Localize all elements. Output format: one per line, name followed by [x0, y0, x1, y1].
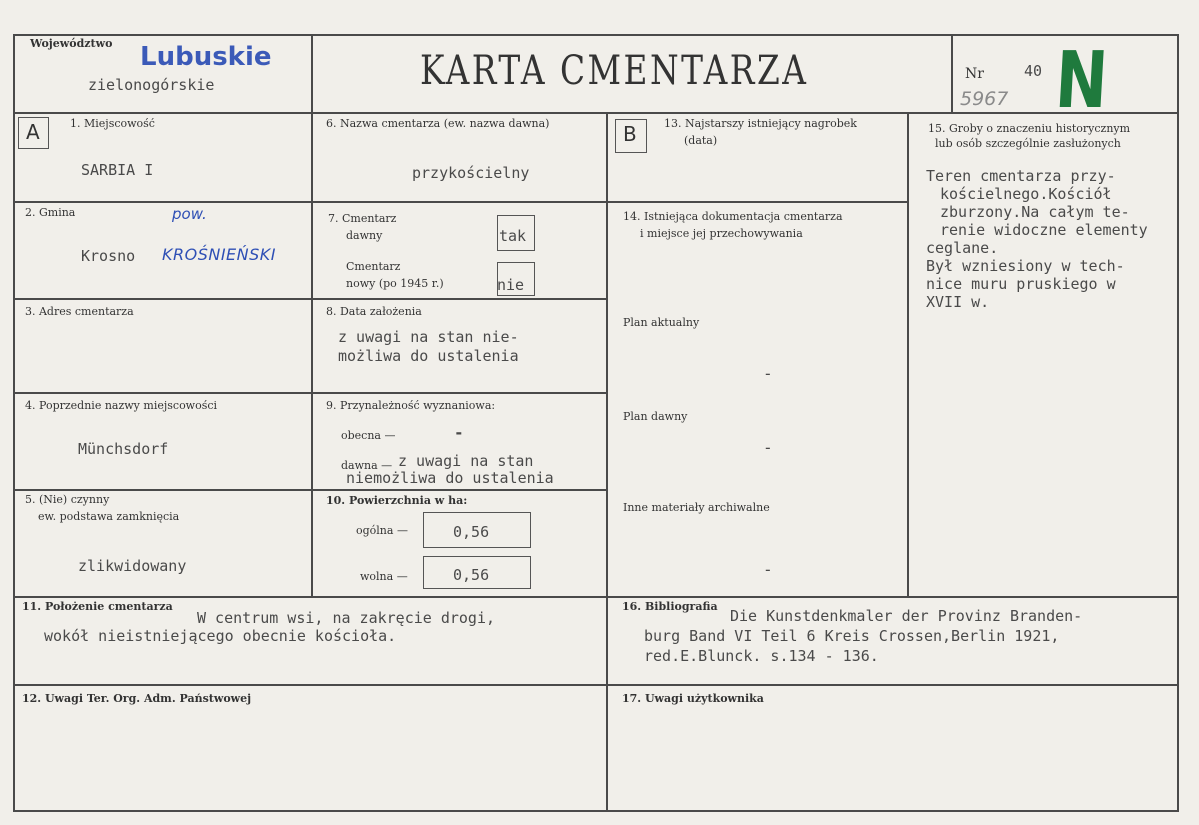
field-8-label: 8. Data założenia [326, 305, 422, 318]
text-line: Był wzniesiony w tech- [926, 257, 1125, 275]
field-7-nowy: Cmentarz [346, 260, 401, 273]
plan-dawny-label: Plan dawny [623, 410, 688, 423]
field-10-ogolna: ogólna — [356, 524, 408, 537]
text-line: Teren cmentarza przy- [926, 167, 1116, 185]
field-9-dawna: dawna — [341, 459, 393, 472]
frame-bottom [13, 810, 1179, 812]
field-9-label: 9. Przynależność wyznaniowa: [326, 399, 496, 412]
field-6-label: 6. Nazwa cmentarza (ew. nazwa dawna) [326, 117, 550, 130]
field-16-label: 16. Bibliografia [622, 600, 718, 613]
field-7-dawny-value: tak [499, 227, 527, 245]
field-5-value: zlikwidowany [78, 557, 187, 575]
divider [907, 112, 909, 598]
field-3-label: 3. Adres cmentarza [25, 305, 134, 318]
page-title: KARTA CMENTARZA [420, 48, 809, 94]
field-9-dawna-value-2: niemożliwa do ustalenia [346, 469, 554, 487]
field-16-value-1: Die Kunstdenkmaler der Provinz Branden- [730, 607, 1083, 625]
field-11-value-2: wokół nieistniejącego obecnie kościoła. [44, 627, 397, 645]
frame-right [1177, 34, 1179, 812]
field-10-wolna: wolna — [360, 570, 408, 583]
divider [13, 596, 1179, 598]
field-4-value: Münchsdorf [78, 440, 169, 458]
field-5-label: 5. (Nie) czynny [25, 493, 110, 506]
field-1-label: 1. Miejscowość [70, 117, 155, 130]
field-13-sublabel: (data) [684, 134, 718, 147]
plan-dawny-value: - [763, 438, 773, 457]
field-7-nowy-value: nie [497, 276, 525, 294]
field-8-value-2: możliwa do ustalenia [338, 347, 519, 365]
field-14-label: 14. Istniejąca dokumentacja cmentarza [623, 210, 843, 223]
field-9-obecna-value: - [454, 423, 464, 442]
text-line: XVII w. [926, 293, 990, 311]
field-9-obecna: obecna — [341, 429, 396, 442]
field-13-label: 13. Najstarszy istniejący nagrobek [664, 117, 857, 130]
field-9-dawna-value-1: z uwagi na stan [398, 452, 534, 470]
field-15-text [926, 167, 1148, 311]
field-2-value: Krosno [81, 247, 136, 265]
divider [606, 112, 608, 810]
text-line: zburzony.Na całym te- [940, 203, 1130, 221]
nr-label: Nr [965, 66, 984, 82]
field-15-label: 15. Groby o znaczeniu historycznym [928, 122, 1131, 135]
field-10-wolna-value: 0,56 [453, 566, 490, 584]
divider [13, 298, 608, 300]
field-10-ogolna-value: 0,56 [453, 523, 490, 541]
frame-left [13, 34, 15, 812]
divider [13, 392, 608, 394]
divider [951, 34, 953, 112]
inne-materialy-value: - [763, 560, 773, 579]
field-6-value: przykościelny [412, 164, 530, 182]
divider [13, 201, 608, 203]
field-11-label: 11. Położenie cmentarza [22, 600, 173, 613]
divider [606, 201, 909, 203]
text-line: kościelnego.Kościół [940, 185, 1112, 203]
nr-value: 40 [1024, 62, 1043, 80]
field-17-label: 17. Uwagi użytkownika [622, 692, 764, 705]
wojewodztwo-old: zielonogórskie [88, 76, 215, 94]
text-line: ceglane. [926, 239, 999, 257]
category-mark: N [1052, 36, 1111, 126]
field-5-sublabel: ew. podstawa zamknięcia [38, 510, 180, 523]
field-2-hand-top: pow. [172, 205, 207, 223]
frame-top [13, 34, 1179, 36]
field-2-label: 2. Gmina [25, 206, 76, 219]
field-1-value: SARBIA I [81, 161, 154, 179]
field-16-value-3: red.E.Blunck. s.134 - 136. [644, 647, 879, 665]
field-7-label: 7. Cmentarz [328, 212, 397, 225]
field-12-label: 12. Uwagi Ter. Org. Adm. Państwowej [22, 692, 252, 705]
section-b-letter: B [623, 122, 637, 146]
field-11-value-1: W centrum wsi, na zakręcie drogi, [197, 609, 496, 627]
plan-aktualny-value: - [763, 364, 773, 383]
field-7-nowy-desc: nowy (po 1945 r.) [346, 277, 444, 290]
field-7-dawny: dawny [346, 229, 383, 242]
section-a-letter: A [26, 120, 40, 144]
divider [311, 34, 313, 598]
text-line: nice muru pruskiego w [926, 275, 1116, 293]
field-10-label: 10. Powierzchnia w ha: [326, 494, 468, 507]
field-15-sublabel: lub osób szczególnie zasłużonych [935, 137, 1121, 150]
wojewodztwo-label: Województwo [30, 37, 113, 50]
text-line: renie widoczne elementy [940, 221, 1148, 239]
field-14-sublabel: i miejsce jej przechowywania [640, 227, 803, 240]
nr-pencil-note: 5967 [960, 88, 1009, 110]
divider [13, 684, 1179, 686]
divider [13, 489, 608, 491]
inne-materialy-label: Inne materiały archiwalne [623, 501, 770, 514]
plan-aktualny-label: Plan aktualny [623, 316, 700, 329]
field-16-value-2: burg Band VI Teil 6 Kreis Crossen,Berlin 1921, [644, 627, 1060, 645]
field-8-value-1: z uwagi na stan nie- [338, 328, 519, 346]
divider [13, 112, 1179, 114]
field-2-hand-bottom: KROŚNIEŃSKI [162, 245, 276, 264]
wojewodztwo-stamp: Lubuskie [140, 42, 272, 72]
field-4-label: 4. Poprzednie nazwy miejscowości [25, 399, 218, 412]
